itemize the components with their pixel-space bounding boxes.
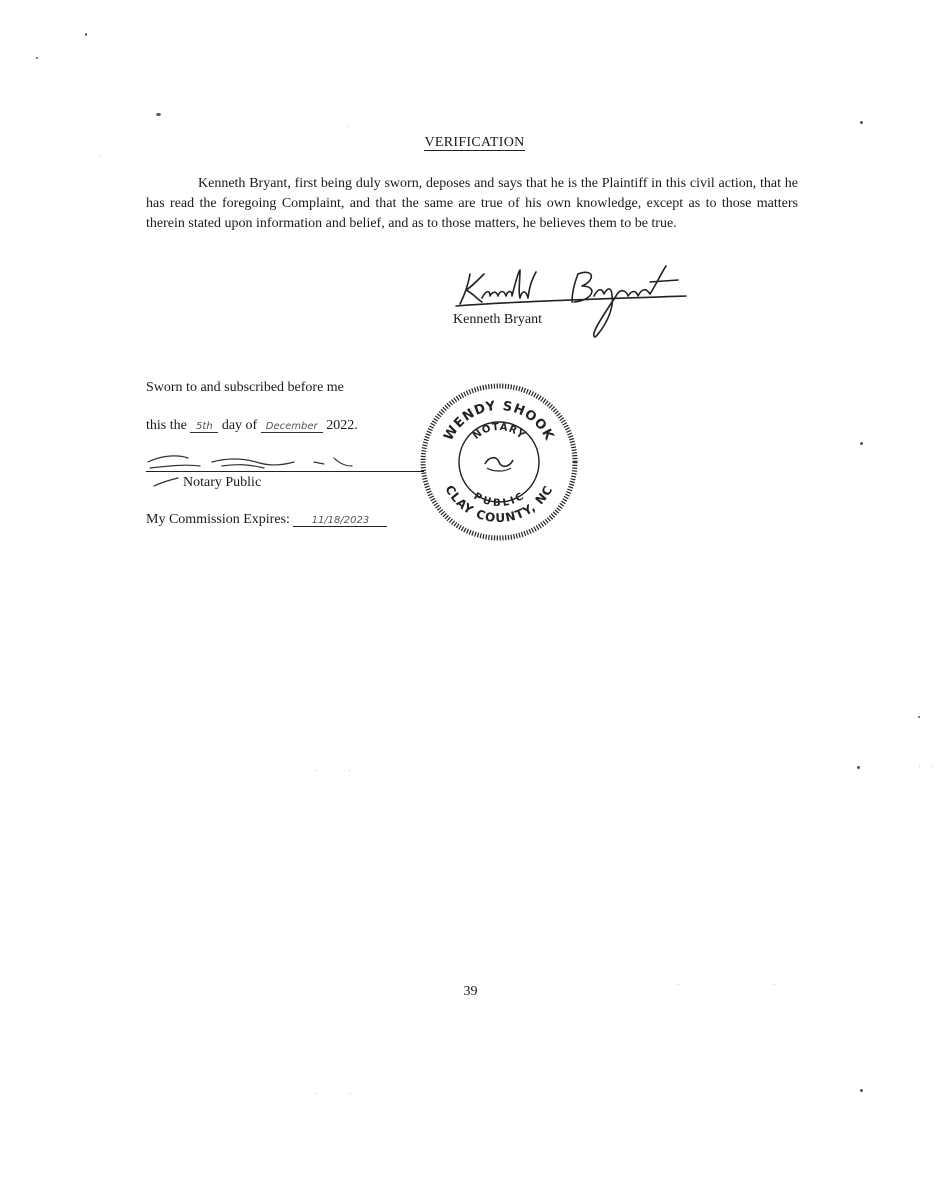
year-suffix: 2022. bbox=[326, 418, 358, 433]
scan-speck bbox=[316, 770, 317, 771]
scan-speck bbox=[860, 1089, 863, 1092]
seal-flourish-icon bbox=[485, 458, 513, 467]
day-value: 5th bbox=[190, 421, 218, 433]
verification-statement: Kenneth Bryant, first being duly sworn, deposes and says that he is the Plaintiff in this civil action, that he has read the foregoing Complaint, and that the same are true of his own knowledge, except as to those matters therein stated upon information and belief, and as to those matters, he believes them to be true. bbox=[146, 176, 798, 231]
seal-public: PUBLIC bbox=[471, 490, 527, 510]
commission-expires-line bbox=[146, 512, 387, 528]
scan-speck bbox=[100, 155, 101, 156]
document-title bbox=[0, 135, 941, 151]
date-line bbox=[146, 418, 358, 434]
month-value: December bbox=[261, 421, 323, 433]
scan-speck bbox=[348, 126, 349, 127]
notary-seal bbox=[417, 380, 581, 544]
plaintiff-printed-name: Kenneth Bryant bbox=[453, 312, 543, 327]
scan-speck bbox=[316, 1093, 317, 1094]
svg-text:PUBLIC bbox=[472, 491, 527, 509]
scan-speck bbox=[85, 33, 87, 36]
svg-text:NOTARY bbox=[471, 422, 527, 442]
scan-speck bbox=[860, 442, 863, 445]
scan-speck bbox=[919, 766, 920, 767]
commission-expires-value: 11/18/2023 bbox=[293, 515, 387, 527]
commission-expires-label: My Commission Expires: bbox=[146, 512, 290, 527]
notary-public-label: Notary Public bbox=[183, 475, 262, 490]
seal-notary: NOTARY bbox=[470, 421, 528, 442]
scan-speck bbox=[860, 121, 863, 124]
day-prefix: this the bbox=[146, 418, 187, 433]
scan-speck bbox=[350, 1093, 351, 1094]
scan-speck bbox=[918, 716, 920, 718]
scan-speck bbox=[349, 770, 350, 771]
seal-county: CLAY COUNTY, NC bbox=[442, 482, 556, 526]
seal-name: WENDY SHOOK bbox=[441, 398, 557, 444]
scan-speck bbox=[36, 57, 38, 59]
scan-speck bbox=[932, 766, 933, 767]
svg-text:WENDY SHOOK bbox=[441, 399, 556, 444]
day-middle: day of bbox=[221, 418, 258, 433]
verification-heading: VERIFICATION bbox=[424, 135, 525, 150]
plaintiff-signature-block bbox=[448, 262, 698, 352]
handwritten-signature bbox=[448, 262, 698, 352]
notary-signature bbox=[146, 448, 386, 488]
page-number: 39 bbox=[463, 984, 478, 999]
notary-signature-line bbox=[146, 471, 424, 472]
sworn-line: Sworn to and subscribed before me bbox=[146, 380, 344, 395]
scan-speck bbox=[156, 113, 161, 116]
scan-speck bbox=[857, 766, 860, 769]
